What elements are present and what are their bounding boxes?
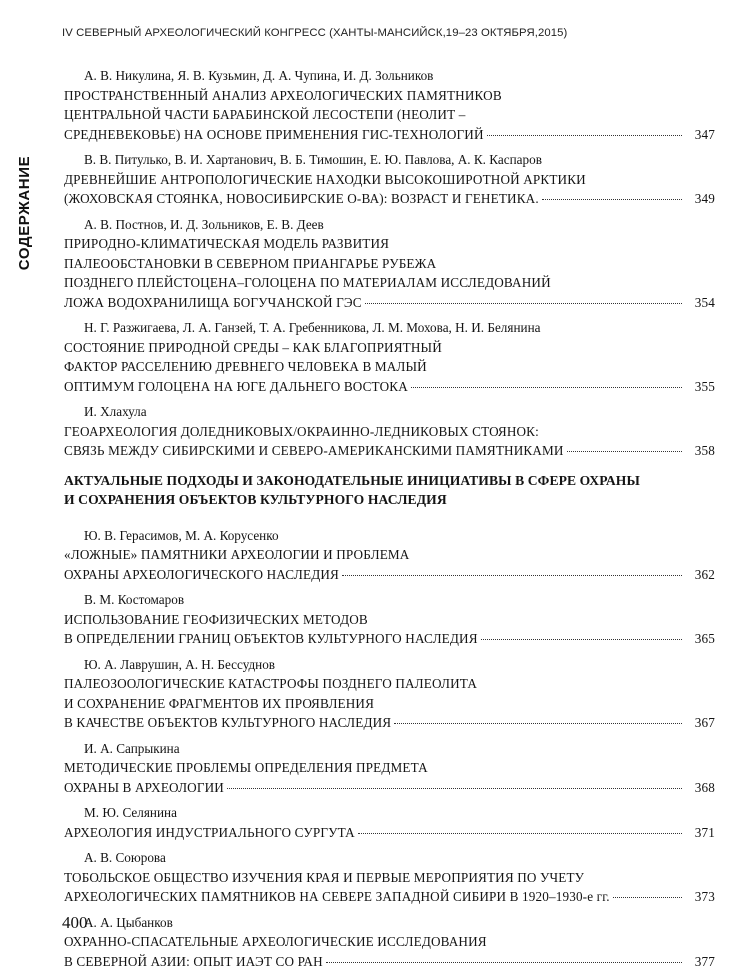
entry-page-number: 377	[694, 953, 715, 969]
toc-entry	[64, 913, 715, 972]
entry-title-line	[64, 254, 715, 274]
entry-title-line	[64, 952, 715, 972]
entry-title-text: ПОЗДНЕГО ПЛЕЙСТОЦЕНА–ГОЛОЦЕНА ПО МАТЕРИАЛАМ ИССЛЕДОВАНИЙ	[64, 275, 551, 290]
entry-authors: В. М. Костомаров	[84, 592, 185, 607]
toc-content	[64, 66, 715, 977]
entry-title-text: СРЕДНЕВЕКОВЬЕ) НА ОСНОВЕ ПРИМЕНЕНИЯ ГИС-ТЕХНОЛОГИЙ	[64, 126, 484, 142]
toc-entry	[64, 848, 715, 907]
toc-entry	[64, 655, 715, 733]
toc-entry	[64, 590, 715, 649]
section-heading-line: И СОХРАНЕНИЯ ОБЪЕКТОВ КУЛЬТУРНОГО НАСЛЕДИЯ	[64, 492, 447, 507]
toc-entry	[64, 402, 715, 461]
entry-title-line	[64, 758, 715, 778]
entry-page-number: 358	[694, 443, 715, 458]
contents-side-label: СОДЕРЖАНИЕ	[16, 155, 33, 271]
entry-title-text: В ОПРЕДЕЛЕНИИ ГРАНИЦ ОБЪЕКТОВ КУЛЬТУРНОГО НАСЛЕДИЯ	[64, 631, 478, 646]
entry-title-line	[64, 234, 715, 254]
entry-title-text: ОХРАНЫ АРХЕОЛОГИЧЕСКОГО НАСЛЕДИЯ	[64, 566, 339, 582]
entry-title-text: ЛОЖА ВОДОХРАНИЛИЩА БОГУЧАНСКОЙ ГЭС	[64, 294, 362, 310]
entry-title-line	[64, 422, 715, 442]
entry-title-text: АРХЕОЛОГИЧЕСКИХ ПАМЯТНИКОВ НА СЕВЕРЕ ЗАПАДНОЙ СИБИРИ В 1920–1930-е гг.	[64, 889, 610, 904]
dot-leader	[567, 451, 682, 452]
entry-title-text: МЕТОДИЧЕСКИЕ ПРОБЛЕМЫ ОПРЕДЕЛЕНИЯ ПРЕДМЕТА	[64, 760, 428, 775]
entry-title-text: В КАЧЕСТВЕ ОБЪЕКТОВ КУЛЬТУРНОГО НАСЛЕДИЯ	[64, 715, 392, 730]
entry-title-line	[64, 565, 715, 585]
entry-title-line	[64, 610, 715, 630]
entry-title-line	[64, 932, 715, 952]
running-header: IV СЕВЕРНЫЙ АРХЕОЛОГИЧЕСКИЙ КОНГРЕСС (ХАНТЫ-МАНСИЙСК,19–23 ОКТЯБРЯ,2015)	[62, 27, 568, 39]
entry-page-number: 347	[694, 126, 715, 142]
section-heading	[64, 471, 715, 510]
page-number: 400	[62, 913, 88, 932]
entry-page-number: 368	[694, 779, 715, 795]
dot-leader	[487, 135, 682, 136]
toc-entry	[64, 739, 715, 798]
entry-title-text: ПРИРОДНО-КЛИМАТИЧЕСКАЯ МОДЕЛЬ РАЗВИТИЯ	[64, 236, 390, 251]
entry-title-line	[64, 189, 715, 209]
section-heading-line: АКТУАЛЬНЫЕ ПОДХОДЫ И ЗАКОНОДАТЕЛЬНЫЕ ИНИЦИАТИВЫ В СФЕРЕ ОХРАНЫ	[64, 472, 640, 488]
entry-page-number: 362	[694, 566, 715, 582]
entry-title-line	[64, 545, 715, 565]
dot-leader	[365, 303, 682, 304]
entry-title-line	[64, 357, 715, 377]
toc-entry	[64, 215, 715, 313]
entry-title-text: СОСТОЯНИЕ ПРИРОДНОЙ СРЕДЫ – КАК БЛАГОПРИЯТНЫЙ	[64, 339, 442, 355]
entry-title-text: (ЖОХОВСКАЯ СТОЯНКА, НОВОСИБИРСКИЕ О-ВА): ВОЗРАСТ И ГЕНЕТИКА.	[64, 191, 539, 206]
entry-title-text: ПРОСТРАНСТВЕННЫЙ АНАЛИЗ АРХЕОЛОГИЧЕСКИХ ПАМЯТНИКОВ	[64, 87, 502, 103]
entry-title-line	[64, 713, 715, 733]
entry-title-text: СВЯЗЬ МЕЖДУ СИБИРСКИМИ И СЕВЕРО-АМЕРИКАНСКИМИ ПАМЯТНИКАМИ	[64, 443, 564, 458]
dot-leader	[342, 575, 682, 576]
entry-authors: А. В. Постнов, И. Д. Зольников, Е. В. Деев	[84, 216, 324, 232]
entry-title-line	[64, 293, 715, 313]
entry-title-line	[64, 86, 715, 106]
toc-entry	[64, 526, 715, 585]
entry-title-text: ОХРАННО-СПАСАТЕЛЬНЫЕ АРХЕОЛОГИЧЕСКИЕ ИССЛЕДОВАНИЯ	[64, 934, 487, 949]
entry-title-text: ПАЛЕООБСТАНОВКИ В СЕВЕРНОМ ПРИАНГАРЬЕ РУБЕЖА	[64, 255, 437, 271]
entry-page-number: 373	[694, 889, 715, 904]
dot-leader	[542, 199, 682, 200]
entry-title-text: И СОХРАНЕНИЕ ФРАГМЕНТОВ ИХ ПРОЯВЛЕНИЯ	[64, 695, 375, 711]
entry-title-line	[64, 823, 715, 843]
dot-leader	[358, 833, 682, 834]
entry-title-line	[64, 170, 715, 190]
entry-authors: А. А. Цыбанков	[84, 914, 173, 930]
entry-title-text: ТОБОЛЬСКОЕ ОБЩЕСТВО ИЗУЧЕНИЯ КРАЯ И ПЕРВЫЕ МЕРОПРИЯТИЯ ПО УЧЕТУ	[64, 869, 585, 885]
entry-title-line	[64, 868, 715, 888]
entry-authors: Ю. А. Лаврушин, А. Н. Бессуднов	[84, 656, 276, 672]
entry-title-text: ОХРАНЫ В АРХЕОЛОГИИ	[64, 779, 224, 795]
entry-title-text: ДРЕВНЕЙШИЕ АНТРОПОЛОГИЧЕСКИЕ НАХОДКИ ВЫСОКОШИРОТНОЙ АРКТИКИ	[64, 171, 586, 187]
entry-page-number: 371	[694, 824, 715, 840]
entry-page-number: 355	[694, 378, 715, 394]
entry-title-text: ФАКТОР РАССЕЛЕНИЮ ДРЕВНЕГО ЧЕЛОВЕКА В МАЛЫЙ	[64, 359, 427, 374]
toc-entry	[64, 318, 715, 396]
entry-title-text: ЦЕНТРАЛЬНОЙ ЧАСТИ БАРАБИНСКОЙ ЛЕСОСТЕПИ (НЕОЛИТ –	[64, 107, 466, 122]
toc-entry	[64, 66, 715, 144]
dot-leader	[394, 723, 682, 724]
entry-title-text: ГЕОАРХЕОЛОГИЯ ДОЛЕДНИКОВЫХ/ОКРАИННО-ЛЕДНИКОВЫХ СТОЯНОК:	[64, 423, 539, 439]
entry-title-text: АРХЕОЛОГИЯ ИНДУСТРИАЛЬНОГО СУРГУТА	[64, 824, 355, 840]
toc-group-a	[64, 66, 715, 461]
dot-leader	[411, 387, 682, 388]
entry-title-text: ПАЛЕОЗООЛОГИЧЕСКИЕ КАТАСТРОФЫ ПОЗДНЕГО ПАЛЕОЛИТА	[64, 676, 477, 691]
entry-page-number: 349	[694, 191, 715, 206]
entry-authors: А. В. Союрова	[84, 850, 166, 865]
entry-authors: И. А. Сапрыкина	[84, 740, 180, 756]
entry-authors: Ю. В. Герасимов, М. А. Корусенко	[84, 527, 279, 543]
entry-title-line	[64, 694, 715, 714]
entry-title-text: «ЛОЖНЫЕ» ПАМЯТНИКИ АРХЕОЛОГИИ И ПРОБЛЕМА	[64, 547, 410, 562]
entry-page-number: 365	[694, 631, 715, 646]
entry-authors: В. В. Питулько, В. И. Хартанович, В. Б. Тимошин, Е. Ю. Павлова, А. К. Каспаров	[84, 152, 542, 167]
entry-title-line	[64, 778, 715, 798]
entry-title-line	[64, 377, 715, 397]
entry-title-line	[64, 887, 715, 907]
toc-group-b	[64, 526, 715, 972]
entry-title-text: В СЕВЕРНОЙ АЗИИ: ОПЫТ ИАЭТ СО РАН	[64, 953, 323, 969]
entry-title-text: ИСПОЛЬЗОВАНИЕ ГЕОФИЗИЧЕСКИХ МЕТОДОВ	[64, 611, 368, 627]
entry-authors: А. В. Никулина, Я. В. Кузьмин, Д. А. Чупина, И. Д. Зольников	[84, 68, 434, 83]
toc-entry	[64, 150, 715, 209]
toc-entry	[64, 803, 715, 842]
entry-title-line	[64, 105, 715, 125]
entry-title-line	[64, 125, 715, 145]
entry-title-text: ОПТИМУМ ГОЛОЦЕНА НА ЮГЕ ДАЛЬНЕГО ВОСТОКА	[64, 378, 408, 394]
entry-page-number: 354	[694, 294, 715, 310]
entry-page-number: 367	[694, 715, 715, 730]
dot-leader	[481, 639, 682, 640]
entry-authors: Н. Г. Разжигаева, Л. А. Ганзей, Т. А. Гребенникова, Л. М. Мохова, Н. И. Белянина	[84, 320, 541, 335]
entry-title-line	[64, 441, 715, 461]
dot-leader	[613, 897, 682, 898]
entry-title-line	[64, 338, 715, 358]
entry-title-line	[64, 273, 715, 293]
dot-leader	[227, 788, 682, 789]
dot-leader	[326, 962, 682, 963]
entry-authors: И. Хлахула	[84, 404, 147, 419]
entry-authors: М. Ю. Селянина	[84, 805, 177, 820]
entry-title-line	[64, 629, 715, 649]
entry-title-line	[64, 674, 715, 694]
